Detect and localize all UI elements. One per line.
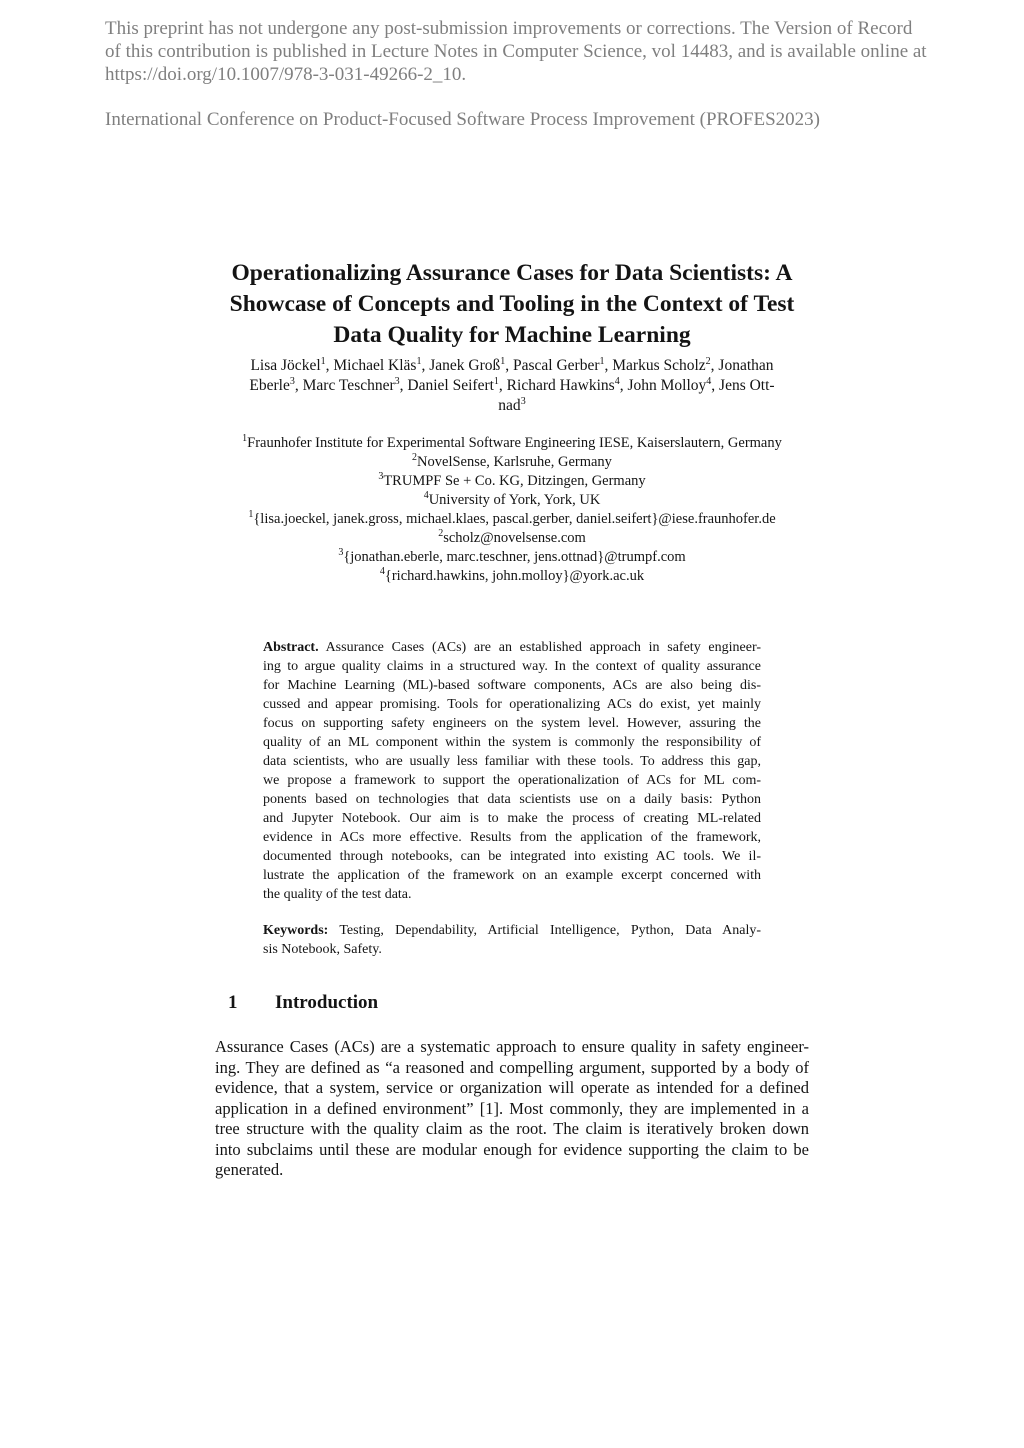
affiliation — [150, 434, 874, 453]
paper-title — [190, 258, 834, 351]
introduction-paragraph — [215, 1037, 809, 1181]
author-name: Eberle — [249, 377, 290, 394]
affiliation-text: NovelSense, Karlsruhe, Germany — [417, 454, 612, 470]
affiliation-mark: 4 — [379, 566, 385, 577]
author-separator: , Jonathan — [710, 357, 774, 374]
affiliation — [150, 491, 874, 510]
email-text: scholz@novelsense.com — [443, 530, 586, 546]
paragraph-line: generated. — [215, 1160, 284, 1179]
email-line — [150, 510, 874, 529]
notice-line: https://doi.org/10.1007/978-3-031-49266-2_10. — [105, 64, 467, 85]
abstract-line: documented through notebooks, can be integrated into existing AC tools. We il- — [263, 849, 761, 864]
notice-line: This preprint has not undergone any post-submission improvements or corrections. The Version of Record — [105, 18, 913, 39]
preprint-notice — [105, 17, 965, 86]
author-affiliation-mark: 4 — [706, 376, 712, 387]
author-affiliation-mark: 4 — [614, 376, 620, 387]
author-affiliation-mark: 1 — [500, 356, 506, 367]
affiliation-mark: 3 — [378, 471, 384, 482]
keywords-line: sis Notebook, Safety. — [263, 942, 382, 957]
author-affiliation-mark: 2 — [705, 356, 711, 367]
author-separator: , — [294, 377, 303, 394]
author-affiliation-mark: 1 — [493, 376, 499, 387]
author-name: Janek Groß — [429, 357, 501, 374]
author-name: Marc Teschner — [302, 377, 395, 394]
author-list — [205, 356, 819, 416]
abstract-label: Abstract. — [263, 640, 319, 655]
section-number: 1 — [228, 992, 238, 1013]
paragraph-line: application in a defined environment” [1]. Most commonly, they are implemented in a — [215, 1098, 809, 1118]
abstract-line: focus on supporting safety engineers on the system level. However, assuring the — [263, 716, 761, 731]
email-line — [150, 548, 874, 567]
abstract-line: ponents based on technologies that data scientists use on a daily basis: Python — [263, 792, 761, 807]
author-name: Michael Kläs — [333, 357, 417, 374]
author-separator: , — [505, 357, 513, 374]
author-affiliation-mark: 3 — [520, 396, 526, 407]
keywords — [263, 921, 761, 959]
keywords-text: Testing, Dependability, Artificial Intelligence, Python, Data Analy- — [339, 923, 761, 938]
author-name: Markus Scholz — [612, 357, 706, 374]
author-name: nad — [498, 397, 521, 414]
author-name: Pascal Gerber — [513, 357, 600, 374]
author-separator: , — [325, 357, 334, 374]
author-separator: , — [399, 377, 408, 394]
affiliation-mark: 4 — [423, 490, 429, 501]
notice-line: of this contribution is published in Lecture Notes in Computer Science, vol 14483, and is available online at — [105, 41, 927, 62]
abstract-line: quality of an ML component within the system is commonly the responsibility of — [263, 735, 761, 750]
author-affiliation-mark: 1 — [416, 356, 422, 367]
paragraph-line: ing. They are defined as “a reasoned and compelling argument, supported by a body of — [215, 1057, 809, 1077]
affiliation-mark: 2 — [438, 528, 444, 539]
author-affiliation-mark: 1 — [599, 356, 605, 367]
affiliation-text: University of York, York, UK — [428, 492, 601, 508]
email-text: {richard.hawkins, john.molloy}@york.ac.uk — [384, 568, 645, 584]
keywords-line — [263, 921, 761, 940]
section-title: Introduction — [275, 992, 379, 1013]
author-affiliation-mark: 3 — [289, 376, 295, 387]
abstract-line: ing to argue quality claims in a structured way. In the context of quality assurance — [263, 659, 761, 674]
affiliation-mark: 1 — [242, 433, 248, 444]
author-separator: , — [619, 377, 628, 394]
paragraph-line: Assurance Cases (ACs) are a systematic approach to ensure quality in safety engineer- — [215, 1037, 809, 1056]
affiliation-mark: 1 — [248, 509, 254, 520]
author-name: John Molloy — [627, 377, 707, 394]
author-separator: , — [498, 377, 507, 394]
abstract-line: lustrate the application of the framework on an example excerpt concerned with — [263, 868, 761, 883]
author-name: Daniel Seifert — [407, 377, 494, 394]
keywords-label: Keywords: — [263, 923, 329, 938]
author-line — [205, 396, 819, 416]
email-text: {lisa.joeckel, janek.gross, michael.klaes, pascal.gerber, daniel.seifert}@iese.fraunhofer.de — [253, 511, 776, 527]
title-line: Data Quality for Machine Learning — [333, 322, 691, 348]
email-line — [150, 529, 874, 548]
author-affiliation-mark: 3 — [394, 376, 400, 387]
author-separator: , — [421, 357, 430, 374]
author-separator: , Jens Ott- — [711, 377, 775, 394]
paragraph-line: tree structure with the quality claim as the root. The claim is iteratively broken down — [215, 1119, 809, 1138]
abstract-line: cussed and appear promising. Tools for operationalizing ACs do exist, yet mainly — [263, 697, 761, 712]
abstract-line — [263, 638, 761, 657]
email-line — [150, 567, 874, 586]
abstract — [263, 638, 761, 904]
author-name: Richard Hawkins — [506, 377, 615, 394]
conference-line: International Conference on Product-Focused Software Process Improvement (PROFES2023) — [105, 109, 820, 130]
abstract-line: evidence in ACs more effective. Results from the application of the framework, — [263, 830, 761, 845]
title-line: Operationalizing Assurance Cases for Data Scientists: A — [231, 260, 793, 286]
author-separator: , — [604, 357, 613, 374]
affiliation — [150, 453, 874, 472]
author-line — [205, 356, 819, 376]
affiliation-mark: 3 — [338, 547, 344, 558]
paragraph-line: into subclaims until these are modular enough for evidence supporting the claim to be — [215, 1139, 809, 1159]
email-text: {jonathan.eberle, marc.teschner, jens.ottnad}@trumpf.com — [343, 549, 686, 565]
section-heading — [228, 991, 828, 1015]
abstract-line: for Machine Learning (ML)-based software components, ACs are also being dis- — [263, 678, 761, 693]
title-line: Showcase of Concepts and Tooling in the Context of Test — [229, 291, 795, 317]
affiliation-text: TRUMPF Se + Co. KG, Ditzingen, Germany — [383, 473, 646, 489]
abstract-line: we propose a framework to support the operationalization of ACs for ML com- — [263, 773, 761, 788]
abstract-line: the quality of the test data. — [263, 887, 412, 902]
abstract-text: Assurance Cases (ACs) are an established approach in safety engineer- — [325, 640, 761, 655]
affiliation-list — [150, 434, 874, 586]
abstract-line: and Jupyter Notebook. Our aim is to make the process of creating ML-related — [263, 811, 761, 826]
author-affiliation-mark: 1 — [320, 356, 326, 367]
author-name: Lisa Jöckel — [250, 357, 321, 374]
affiliation — [150, 472, 874, 491]
abstract-line: data scientists, who are usually less familiar with these tools. To address this gap, — [263, 754, 761, 769]
affiliation-mark: 2 — [412, 452, 418, 463]
affiliation-text: Fraunhofer Institute for Experimental Software Engineering IESE, Kaiserslautern, Germany — [247, 435, 782, 451]
paragraph-line: evidence, that a system, service or organization will operate as intended for a defined — [215, 1078, 809, 1097]
author-line — [205, 376, 819, 396]
